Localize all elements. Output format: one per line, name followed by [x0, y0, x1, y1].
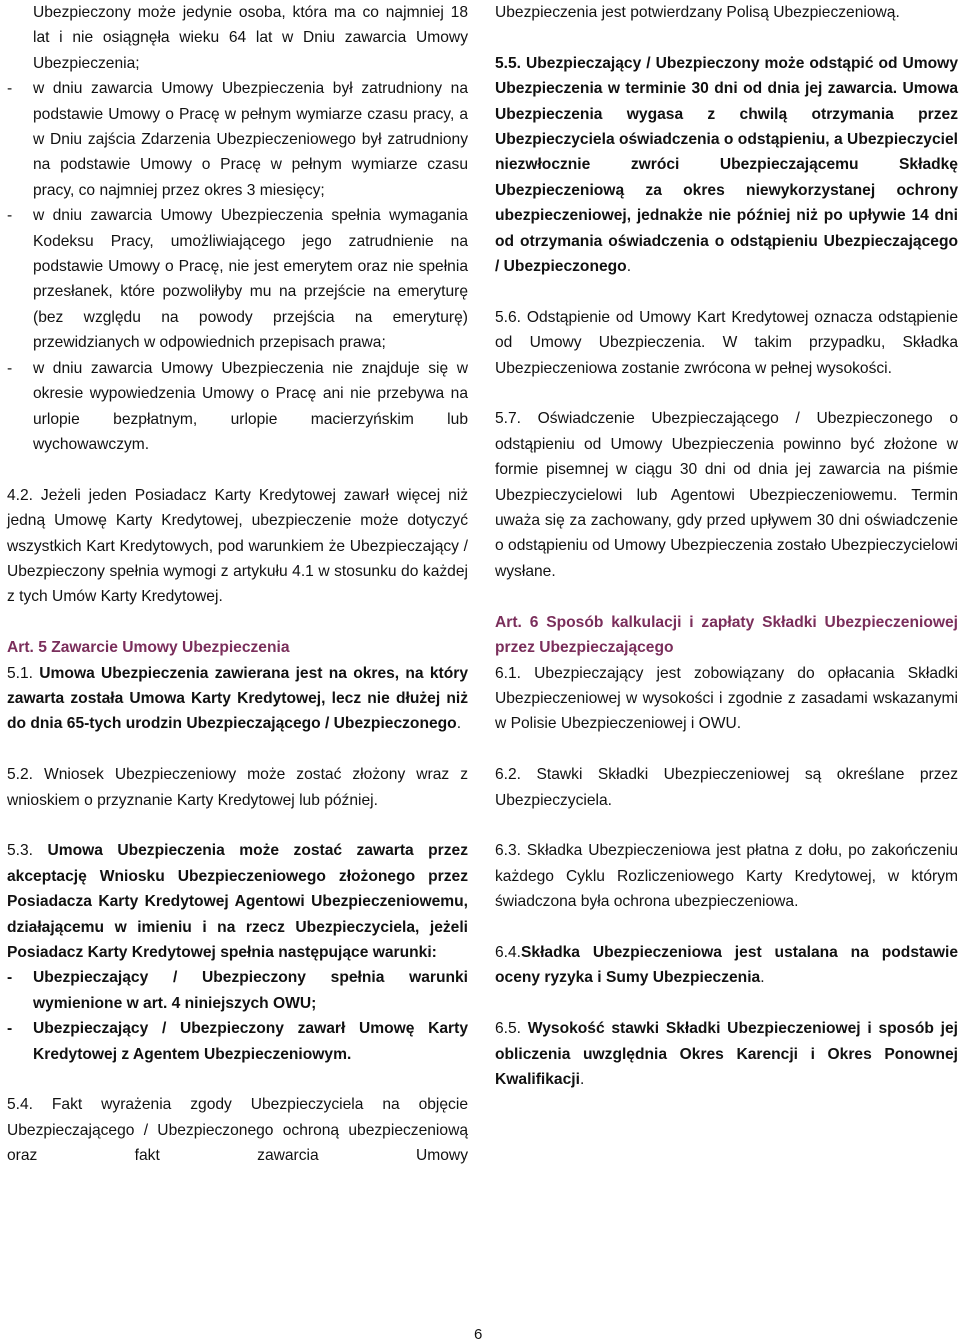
list-item-text: Ubezpieczający / Ubezpieczony spełnia warunki wymienione w art. 4 niniejszych OWU;: [33, 969, 468, 1012]
eligibility-intro: Ubezpieczony może jedynie osoba, która ma co najmniej 18 lat i nie osiągnęła wieku 64 lat w Dniu zawarcia Umowy Ubezpieczenia;: [33, 4, 468, 72]
paragraph-5-4: 5.4. Fakt wyrażenia zgody Ubezpieczyciela na objęcie Ubezpieczającego / Ubezpieczonego ochroną ubezpieczeniową oraz fakt zawarcia Umowy: [7, 1096, 468, 1165]
paragraph-6-1: 6.1. Ubezpieczający jest zobowiązany do opłacania Składki Ubezpieczeniowej w wysokości i zgodnie z zasadami wskazanymi w Polisie Ubezpieczeniowej i OWU.: [495, 664, 958, 733]
paragraph-4-2: 4.2. Jeżeli jeden Posiadacz Karty Kredytowej zawarł więcej niż jedną Umowę Karty Kredytowej, ubezpieczenie może dotyczyć wszystkich Kart Kredytowych, pod warunkiem że Ubezpieczający / Ubezpieczony spełnia wymogi z artykułu 4.1 w stosunku do każdej z tych Umów Karty Kredytowej.: [7, 486, 468, 606]
paragraph-6-3: 6.3. Składka Ubezpieczeniowa jest płatna z dołu, po zakończeniu każdego Cyklu Rozliczeniowego Karty Kredytowej, w którym świadczona była ochrona ubezpieczeniowa.: [495, 842, 958, 911]
paragraph-6-5: 6.5. Wysokość stawki Składki Ubezpieczeniowej i sposób jej obliczenia uwzględnia Okres Karencji i Okres Ponownej Kwalifikacji.: [495, 1020, 959, 1088]
list-item: - Ubezpieczający / Ubezpieczony zawarł Umowę Karty Kredytowej z Agentem Ubezpieczeniowym.: [7, 1016, 468, 1067]
list-item-text: Ubezpieczający / Ubezpieczony zawarł Umowę Karty Kredytowej z Agentem Ubezpieczeniowym.: [33, 1020, 468, 1063]
right-column: [495, 0, 958, 1092]
paragraph-5-2: 5.2. Wniosek Ubezpieczeniowy może zostać złożony wraz z wnioskiem o przyznanie Karty Kredytowej lub później.: [7, 766, 468, 809]
paragraph-6-4: 6.4.Składka Ubezpieczeniowa jest ustalana na podstawie oceny ryzyka i Sumy Ubezpieczenia.: [495, 943, 958, 987]
paragraph-5-7: 5.7. Oświadczenie Ubezpieczającego / Ubezpieczonego o odstąpieniu od Umowy Ubezpieczenia powinno być złożone w formie pisemnej w ciągu 30 dni od dnia jej zawarcia na piśmie Ubezpieczycielowi lub Agentowi Ubezpieczeniowemu. Termin uważa się za zachowany, gdy przed upływem 30 dni oświadczenie o odstąpieniu od Umowy Ubezpieczenia zostało Ubezpieczycielowi wysłane.: [495, 410, 958, 580]
paragraph-5-5: 5.5. Ubezpieczający / Ubezpieczony może odstąpić od Umowy Ubezpieczenia w terminie 30 dni od dnia jej zawarcia. Umowa Ubezpieczenia wygasa z chwilą otrzymania przez Ubezpieczyciela oświadczenia o odstąpieniu, a Ubezpieczyciel niezwłocznie zwróci Ubezpieczającemu Składkę Ubezpieczeniową za okres niewykorzystanej ochrony ubezpieczeniowej, jednakże nie później niż po upływie 14 dni od otrzymania oświadczenia o odstąpieniu Ubezpieczającego / Ubezpieczonego.: [495, 54, 958, 276]
list-item-text: w dniu zawarcia Umowy Ubezpieczenia nie znajduje się w okresie wypowiedzenia Umowy o Pracę ani nie przebywa na urlopie bezpłatnym, urlopie macierzyńskim lub wychowawczym.: [33, 359, 468, 453]
article-5-heading: Art. 5 Zawarcie Umowy Ubezpieczenia: [7, 639, 290, 657]
left-column: [7, 0, 468, 1169]
paragraph-5-6: 5.6. Odstąpienie od Umowy Kart Kredytowej oznacza odstąpienie od Umowy Ubezpieczenia. W takim przypadku, Składka Ubezpieczeniowa zostanie zwrócona w pełnej wysokości.: [495, 308, 958, 377]
paragraph-6-2: 6.2. Stawki Składki Ubezpieczeniowej są określane przez Ubezpieczyciela.: [495, 766, 958, 809]
paragraph-5-1: 5.1. Umowa Ubezpieczenia zawierana jest na okres, na który zawarta została Umowa Karty Kredytowej, lecz nie dłużej niż do dnia 65-tych urodzin Ubezpieczającego / Ubezpieczonego.: [7, 664, 469, 733]
article-6-heading: Art. 6 Sposób kalkulacji i zapłaty Składki Ubezpieczeniowej przez Ubezpieczającego: [495, 613, 958, 657]
list-item: - w dniu zawarcia Umowy Ubezpieczenia spełnia wymagania Kodeksu Pracy, umożliwiającego jego zatrudnienie na podstawie Umowy o Pracę, nie jest emerytem oraz nie spełnia przesłanek, które pozwoliłyby mu na przejście na emeryturę (bez względu na powody przejścia na emeryturę) przewidzianych w odpowiednich przepisach prawa;: [7, 203, 468, 355]
list-item-text: w dniu zawarcia Umowy Ubezpieczenia spełnia wymagania Kodeksu Pracy, umożliwiającego jego zatrudnienie na podstawie Umowy o Pracę, nie jest emerytem oraz nie spełnia przesłanek, które pozwoliłyby mu na przejście na emeryturę (bez względu na powody przejścia na emeryturę) przewidzianych w odpowiednich przepisach prawa;: [33, 207, 468, 352]
list-item: - w dniu zawarcia Umowy Ubezpieczenia był zatrudniony na podstawie Umowy o Pracę w pełnym wymiarze czasu pracy, a w Dniu zajścia Zdarzenia Ubezpieczeniowego był zatrudniony na podstawie Umowy o Pracę w pełnym wymiarze czasu pracy, co najmniej przez okres 3 miesięcy;: [7, 76, 468, 203]
list-item: - Ubezpieczający / Ubezpieczony spełnia warunki wymienione w art. 4 niniejszych OWU;: [7, 965, 468, 1016]
list-item: - w dniu zawarcia Umowy Ubezpieczenia nie znajduje się w okresie wypowiedzenia Umowy o Pracę ani nie przebywa na urlopie bezpłatnym, urlopie macierzyńskim lub wychowawczym.: [7, 356, 468, 458]
list-item-text: w dniu zawarcia Umowy Ubezpieczenia był zatrudniony na podstawie Umowy o Pracę w pełnym wymiarze czasu pracy, a w Dniu zajścia Zdarzenia Ubezpieczeniowego był zatrudniony na podstawie Umowy o Pracę w pełnym wymiarze czasu pracy, co najmniej przez okres 3 miesięcy;: [33, 80, 468, 199]
page-number: 6: [474, 1326, 483, 1343]
paragraph-5-3: 5.3. Umowa Ubezpieczenia może zostać zawarta przez akceptację Wniosku Ubezpieczeniowego złożonego przez Posiadacza Karty Kredytowej Agentowi Ubezpieczeniowemu, działającemu w imieniu i na rzecz Ubezpieczyciela, jeżeli Posiadacz Karty Kredytowej spełnia następujące warunki:: [7, 842, 468, 961]
paragraph-5-4-continued: Ubezpieczenia jest potwierdzany Polisą Ubezpieczeniową.: [495, 4, 900, 21]
